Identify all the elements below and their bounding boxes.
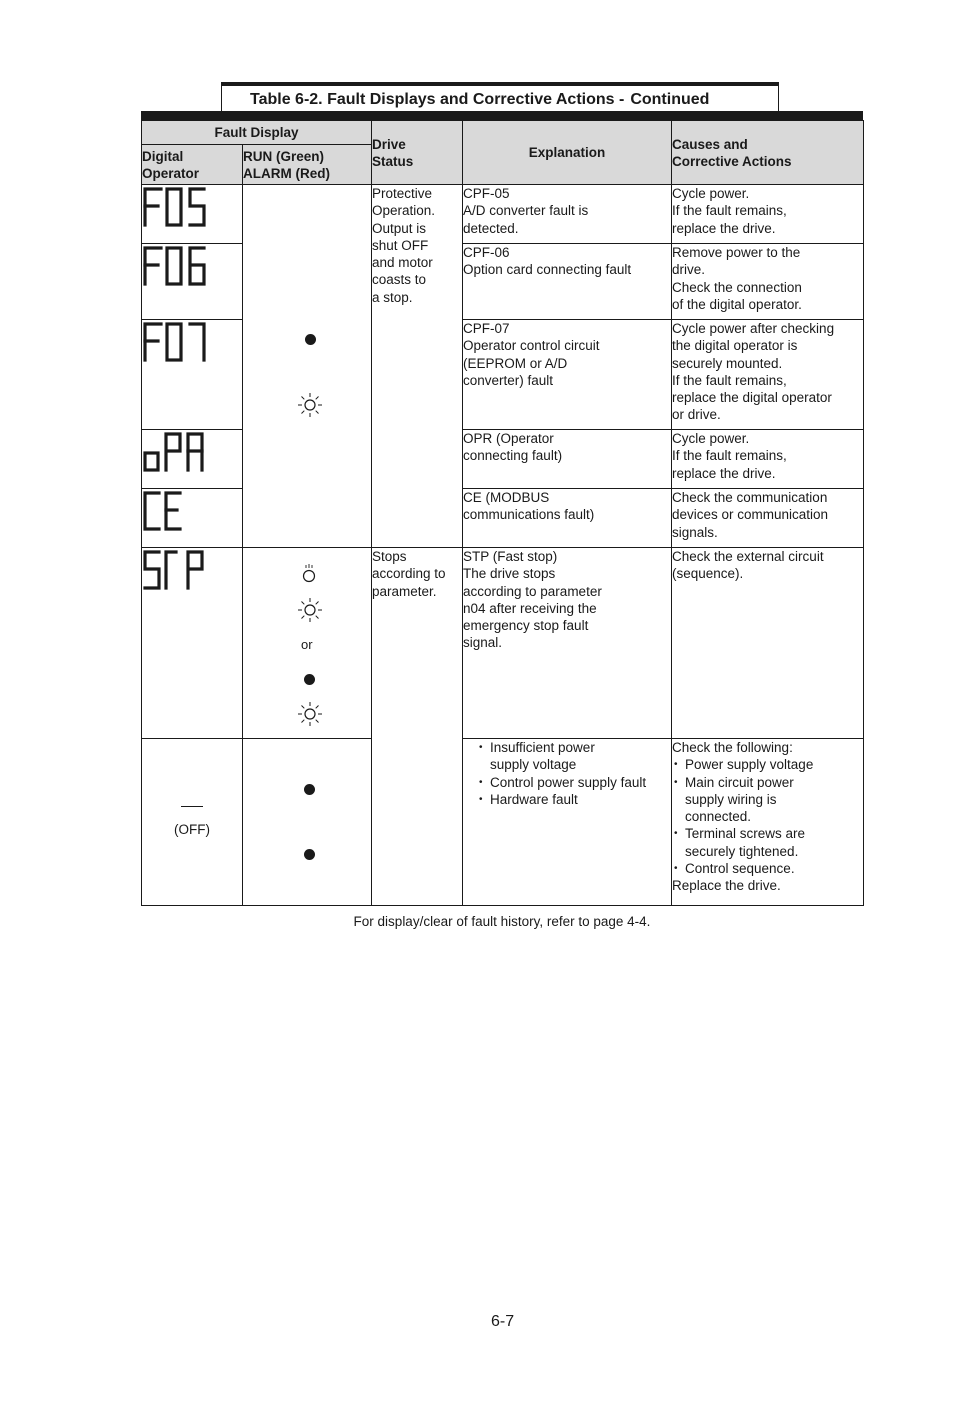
explanation-off (463, 739, 672, 906)
display-f06 (142, 244, 243, 320)
explanation-line: Operator control circuit (463, 338, 600, 354)
alarm-led-blinking-icon (296, 391, 324, 419)
explanation-f05 (463, 185, 672, 244)
display-f05 (142, 185, 243, 244)
explanation-line: n04 after receiving the (463, 600, 597, 616)
table-title-continued: Continued (630, 91, 710, 108)
cause-line: If the fault remains, (672, 448, 787, 464)
status-protective (372, 185, 463, 548)
header-digital-operator-text: Digital Operator (142, 148, 200, 181)
status-protective-line: a stop. (372, 289, 413, 305)
explanation-line: CE (MODBUS (463, 490, 550, 505)
status-stops-line: according to (372, 566, 446, 582)
list-item: • Power supply voltage (672, 756, 863, 773)
table-title-text: Table 6-2. Fault Displays and Corrective Actions - (250, 91, 625, 108)
header-causes (672, 121, 864, 185)
explanation-line: Option card connecting fault (463, 262, 632, 278)
page-number: 6-7 (491, 1313, 515, 1330)
explanation-f06 (463, 244, 672, 320)
header-causes-text: Causes and Corrective Actions (672, 136, 792, 169)
display-f07 (142, 320, 243, 430)
explanation-line: connecting fault) (463, 448, 563, 464)
explanation-line: A/D converter fault is (463, 203, 589, 219)
explanation-line: STP (Fast stop) (463, 549, 558, 564)
cause-line: Cycle power. (672, 431, 750, 446)
list-item: • Main circuit power supply wiring is connected. (672, 774, 825, 826)
status-protective-line: Operation. (372, 203, 436, 219)
causes-f05 (672, 185, 864, 244)
table-row (142, 548, 864, 739)
seg-display-f07 (142, 320, 222, 364)
status-protective-line: coasts to (372, 272, 427, 288)
causes-stp (672, 548, 864, 739)
display-opr (142, 430, 243, 489)
causes-f07 (672, 320, 864, 430)
explanation-line: CPF-07 (463, 321, 510, 336)
explanation-line: CPF-05 (463, 186, 510, 201)
header-explanation: Explanation (463, 121, 672, 185)
table-title (221, 82, 779, 112)
cause-line: Cycle power. (672, 186, 750, 201)
run-led-blinking-icon (301, 564, 317, 584)
cause-line: replace the digital operator (672, 390, 832, 406)
header-run-alarm-text: RUN (Green) ALARM (Red) (243, 148, 330, 181)
list-item: • Control sequence. (672, 860, 863, 877)
status-stops (372, 548, 463, 906)
leds-off (243, 739, 372, 906)
table-row (142, 185, 864, 244)
alarm-led-off-icon (304, 849, 315, 860)
header-drive-status-text: Drive Status (372, 136, 414, 169)
explanation-line: CPF-06 (463, 245, 510, 260)
explanation-line: emergency stop fault (463, 618, 589, 634)
explanation-line: (EEPROM or A/D (463, 355, 568, 371)
cause-line: replace the drive. (672, 465, 776, 481)
cause-outro: Replace the drive. (672, 878, 781, 894)
list-item: • Control power supply fault (477, 774, 650, 791)
explanation-line: The drive stops (463, 566, 556, 582)
explanation-opr (463, 430, 672, 489)
off-dash (181, 806, 203, 807)
display-off (142, 739, 243, 906)
cause-line: Remove power to the (672, 245, 801, 260)
or-label: or (301, 637, 313, 652)
cause-line: drive. (672, 262, 706, 278)
cause-line: (sequence). (672, 566, 744, 582)
run-led-off-icon (305, 334, 316, 345)
cause-line: Check the communication (672, 490, 828, 505)
causes-opr (672, 430, 864, 489)
cause-line: Cycle power after checking (672, 321, 835, 336)
alarm-led-blinking-icon (296, 596, 324, 624)
status-stops-line: parameter. (372, 583, 437, 599)
list-item: • Hardware fault (477, 791, 671, 808)
cause-line: replace the drive. (672, 220, 776, 236)
explanation-line: according to parameter (463, 583, 602, 599)
explanation-ce (463, 489, 672, 548)
cause-line: signals. (672, 524, 718, 540)
alarm-led-blinking-icon (296, 700, 324, 728)
causes-ce (672, 489, 864, 548)
cause-line: Check the connection (672, 279, 802, 295)
off-label: (OFF) (174, 821, 210, 837)
leds-stp (243, 548, 372, 739)
list-item: • Insufficient power supply voltage (477, 739, 630, 774)
header-digital-operator (142, 145, 243, 185)
status-protective-line: and motor (372, 255, 433, 271)
cause-line: If the fault remains, (672, 203, 787, 219)
explanation-line: signal. (463, 635, 503, 651)
header-run-alarm (243, 145, 372, 185)
table-row (142, 739, 864, 906)
status-protective-line: Output is (372, 220, 427, 236)
cause-line: devices or communication (672, 507, 829, 523)
explanation-f07 (463, 320, 672, 430)
explanation-line: communications fault) (463, 507, 595, 523)
explanation-line: detected. (463, 220, 519, 236)
footnote: For display/clear of fault history, refer to page 4-4. (353, 914, 651, 929)
display-ce (142, 489, 243, 548)
fault-table (141, 120, 864, 906)
display-stp (142, 548, 243, 739)
cause-line: of the digital operator. (672, 296, 802, 312)
run-led-off-icon (304, 674, 315, 685)
cause-line: Check the external circuit (672, 549, 824, 564)
explanation-stp (463, 548, 672, 739)
cause-list (672, 756, 863, 877)
explanation-line: OPR (Operator (463, 431, 554, 446)
list-item: • Terminal screws are securely tightened. (672, 825, 825, 860)
status-protective-line: Protective (372, 186, 433, 201)
seg-display-f05 (142, 185, 222, 229)
cause-line: the digital operator is (672, 338, 798, 354)
seg-display-stp (142, 548, 222, 592)
cause-line: If the fault remains, (672, 372, 787, 388)
status-stops-line: Stops (372, 549, 407, 564)
seg-display-opr (142, 430, 222, 474)
causes-off (672, 739, 864, 906)
status-protective-line: shut OFF (372, 237, 429, 253)
seg-display-ce (142, 489, 222, 533)
header-drive-status (372, 121, 463, 185)
leds-protective (243, 185, 372, 548)
seg-display-f06 (142, 244, 222, 288)
explanation-list (477, 739, 671, 808)
causes-f06 (672, 244, 864, 320)
cause-intro: Check the following: (672, 740, 793, 755)
cause-line: securely mounted. (672, 355, 783, 371)
run-led-off-icon (304, 784, 315, 795)
cause-line: or drive. (672, 407, 721, 423)
explanation-line: converter) fault (463, 372, 554, 388)
header-fault-display: Fault Display (142, 121, 372, 145)
